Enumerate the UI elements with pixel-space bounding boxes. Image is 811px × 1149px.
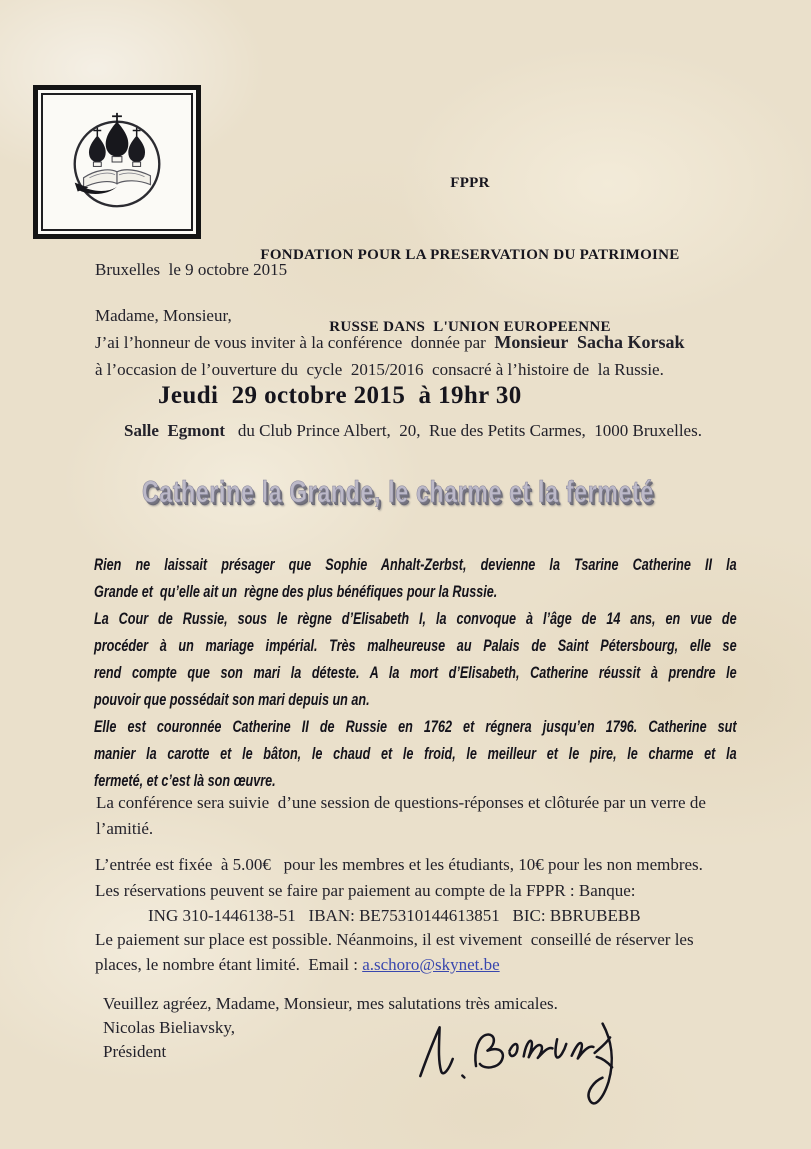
- signer-title: Président: [103, 1042, 167, 1061]
- payment-note-line2-text: places, le nombre étant limité. Email :: [95, 955, 363, 974]
- dateline: Bruxelles le 9 octobre 2015: [95, 260, 288, 279]
- abstract-line: fermeté, et c’est là son œuvre.: [94, 772, 276, 790]
- abstract-line: pouvoir que possédait son mari depuis un an.: [94, 691, 370, 709]
- conference-abstract: [94, 552, 737, 795]
- venue-name: Salle Egmont: [124, 421, 226, 440]
- pricing-line: L’entrée est fixée à 5.00€ pour les membres et les étudiants, 10€ pour les non membres.: [95, 855, 703, 874]
- org-name-line2: RUSSE DANS L'UNION EUROPEENNE: [329, 319, 611, 335]
- abstract-line: Elle est couronnée Catherine II de Russie en 1762 et régnera jusqu’en 1796. Catherine sut: [94, 718, 737, 736]
- abstract-line: rend compte que son mari la déteste. A la mort d’Elisabeth, Catherine réussit à prendre le: [94, 664, 737, 682]
- handwritten-signature: [408, 1000, 663, 1135]
- org-name-line1: FONDATION POUR LA PRESERVATION DU PATRIMOINE: [260, 247, 680, 263]
- fppr-logo: [33, 85, 201, 239]
- event-venue: [124, 421, 702, 441]
- abstract-line: manier la carotte et le bâton, le chaud et le froid, le meilleur et le pire, le charme et la: [94, 745, 737, 763]
- reservation-line: Les réservations peuvent se faire par paiement au compte de la FPPR : Banque:: [95, 881, 636, 900]
- invitation-line1: [95, 332, 685, 353]
- payment-note-line2: [95, 955, 500, 975]
- org-abbreviation: FPPR: [450, 175, 490, 191]
- invitation-line1-text: J’ai l’honneur de vous inviter à la conférence donnée par: [95, 333, 495, 352]
- abstract-line: procéder à un mariage impérial. Très malheureuse au Palais de Saint Pétersbourg, elle se: [94, 637, 737, 655]
- church-domes-book-icon: [58, 103, 176, 221]
- closing-info-line1: La conférence sera suivie d’une session de questions-réponses et clôturée par un verre de: [96, 793, 706, 812]
- signer-name: Nicolas Bieliavsky,: [103, 1018, 236, 1037]
- valediction: Veuillez agréez, Madame, Monsieur, mes salutations très amicales.: [103, 994, 558, 1013]
- bank-details: ING 310-1446138-51 IBAN: BE75310144613851 BIC: BBRUBEBB: [148, 906, 641, 925]
- conference-title: Catherine la Grande, le charme et la fermeté: [142, 474, 654, 509]
- payment-note-line1: Le paiement sur place est possible. Néanmoins, il est vivement conseillé de réserver les: [95, 930, 694, 949]
- speaker-name: Monsieur Sacha Korsak: [494, 332, 685, 352]
- invitation-line2: à l’occasion de l’ouverture du cycle 2015/2016 consacré à l’histoire de la Russie.: [95, 360, 664, 379]
- abstract-line: Rien ne laissait présager que Sophie Anhalt-Zerbst, devienne la Tsarine Catherine II la: [94, 556, 737, 574]
- abstract-line: La Cour de Russie, sous le règne d’Elisabeth I, la convoque à l’âge de 14 ans, en vue de: [94, 610, 737, 628]
- closing-info-line2: l’amitié.: [96, 819, 154, 838]
- email-link[interactable]: a.schoro@skynet.be: [362, 955, 500, 974]
- event-datetime: Jeudi 29 octobre 2015 à 19hr 30: [158, 382, 522, 409]
- salutation: Madame, Monsieur,: [95, 306, 232, 325]
- abstract-line: Grande et qu’elle ait un règne des plus bénéfiques pour la Russie.: [94, 583, 498, 601]
- fppr-logo-inner-frame: [41, 93, 193, 231]
- venue-address: du Club Prince Albert, 20, Rue des Petits Carmes, 1000 Bruxelles.: [225, 421, 702, 440]
